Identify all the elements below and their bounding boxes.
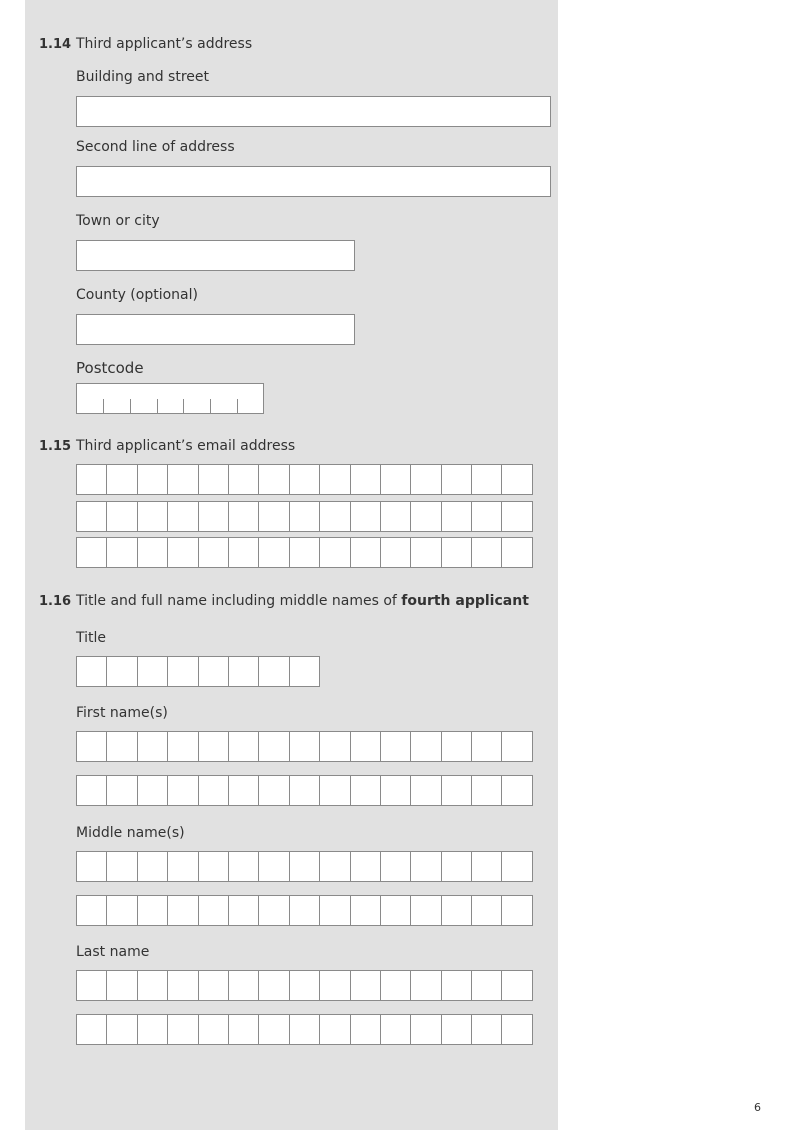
character-box[interactable] bbox=[472, 852, 502, 881]
character-box[interactable] bbox=[442, 971, 472, 1000]
character-box[interactable] bbox=[229, 776, 259, 805]
character-box[interactable] bbox=[442, 896, 472, 925]
postcode-divider bbox=[130, 399, 131, 413]
building-street-label: Building and street bbox=[76, 69, 209, 85]
character-box[interactable] bbox=[320, 538, 350, 567]
character-box[interactable] bbox=[351, 1015, 381, 1044]
character-box[interactable] bbox=[107, 538, 137, 567]
character-box[interactable] bbox=[411, 971, 441, 1000]
character-box[interactable] bbox=[259, 732, 289, 761]
character-box[interactable] bbox=[138, 732, 168, 761]
middle-names-grid-row-2[interactable] bbox=[76, 895, 533, 926]
character-box[interactable] bbox=[168, 852, 198, 881]
character-box[interactable] bbox=[411, 852, 441, 881]
character-box[interactable] bbox=[442, 852, 472, 881]
character-box[interactable] bbox=[351, 896, 381, 925]
character-box[interactable] bbox=[320, 896, 350, 925]
character-box[interactable] bbox=[77, 732, 107, 761]
character-box[interactable] bbox=[290, 465, 320, 494]
character-box[interactable] bbox=[502, 776, 532, 805]
character-box[interactable] bbox=[77, 852, 107, 881]
character-box[interactable] bbox=[411, 502, 441, 531]
character-box[interactable] bbox=[502, 538, 532, 567]
character-box[interactable] bbox=[77, 465, 107, 494]
character-box[interactable] bbox=[381, 732, 411, 761]
character-box[interactable] bbox=[381, 1015, 411, 1044]
character-box[interactable] bbox=[168, 776, 198, 805]
character-box[interactable] bbox=[77, 776, 107, 805]
character-box[interactable] bbox=[77, 971, 107, 1000]
character-box[interactable] bbox=[138, 896, 168, 925]
character-box[interactable] bbox=[199, 657, 229, 686]
first-names-grid-row-1[interactable] bbox=[76, 731, 533, 762]
character-box[interactable] bbox=[138, 502, 168, 531]
character-box[interactable] bbox=[259, 776, 289, 805]
character-box[interactable] bbox=[259, 852, 289, 881]
character-box[interactable] bbox=[259, 1015, 289, 1044]
character-box[interactable] bbox=[138, 465, 168, 494]
character-box[interactable] bbox=[472, 776, 502, 805]
character-box[interactable] bbox=[351, 852, 381, 881]
second-line-address-label: Second line of address bbox=[76, 139, 235, 155]
character-box[interactable] bbox=[351, 502, 381, 531]
character-box[interactable] bbox=[229, 896, 259, 925]
character-box[interactable] bbox=[381, 852, 411, 881]
character-box[interactable] bbox=[381, 896, 411, 925]
question-number-1-16: 1.16 bbox=[39, 594, 72, 609]
character-box[interactable] bbox=[259, 896, 289, 925]
character-box[interactable] bbox=[442, 776, 472, 805]
character-box[interactable] bbox=[442, 502, 472, 531]
postcode-divider bbox=[103, 399, 104, 413]
character-box[interactable] bbox=[168, 1015, 198, 1044]
character-box[interactable] bbox=[502, 732, 532, 761]
character-box[interactable] bbox=[168, 538, 198, 567]
character-box[interactable] bbox=[381, 502, 411, 531]
question-title-1-16-emphasis: fourth applicant bbox=[401, 593, 529, 609]
character-box[interactable] bbox=[138, 1015, 168, 1044]
character-box[interactable] bbox=[351, 971, 381, 1000]
character-box[interactable] bbox=[502, 502, 532, 531]
character-box[interactable] bbox=[411, 538, 441, 567]
character-box[interactable] bbox=[502, 1015, 532, 1044]
second-line-address-field[interactable] bbox=[76, 166, 551, 197]
character-box[interactable] bbox=[199, 971, 229, 1000]
character-box[interactable] bbox=[107, 732, 137, 761]
character-box[interactable] bbox=[229, 971, 259, 1000]
email-grid-row-3[interactable] bbox=[76, 537, 533, 568]
character-box[interactable] bbox=[199, 852, 229, 881]
character-box[interactable] bbox=[502, 896, 532, 925]
character-box[interactable] bbox=[290, 538, 320, 567]
character-box[interactable] bbox=[320, 852, 350, 881]
character-box[interactable] bbox=[77, 538, 107, 567]
character-box[interactable] bbox=[77, 657, 107, 686]
character-box[interactable] bbox=[472, 502, 502, 531]
character-box[interactable] bbox=[199, 502, 229, 531]
character-box[interactable] bbox=[381, 538, 411, 567]
postcode-divider bbox=[237, 399, 238, 413]
last-name-grid-row-2[interactable] bbox=[76, 1014, 533, 1045]
character-box[interactable] bbox=[290, 776, 320, 805]
character-box[interactable] bbox=[229, 732, 259, 761]
character-box[interactable] bbox=[351, 732, 381, 761]
postcode-field[interactable] bbox=[76, 383, 264, 414]
first-names-label: First name(s) bbox=[76, 705, 168, 721]
character-box[interactable] bbox=[168, 502, 198, 531]
character-box[interactable] bbox=[320, 776, 350, 805]
character-box[interactable] bbox=[259, 971, 289, 1000]
character-box[interactable] bbox=[229, 1015, 259, 1044]
county-label: County (optional) bbox=[76, 287, 198, 303]
character-box[interactable] bbox=[442, 465, 472, 494]
character-box[interactable] bbox=[168, 971, 198, 1000]
character-box[interactable] bbox=[320, 732, 350, 761]
building-street-field[interactable] bbox=[76, 96, 551, 127]
character-box[interactable] bbox=[107, 465, 137, 494]
postcode-divider bbox=[210, 399, 211, 413]
character-box[interactable] bbox=[107, 657, 137, 686]
question-number-1-14: 1.14 bbox=[39, 37, 72, 52]
character-box[interactable] bbox=[290, 1015, 320, 1044]
character-box[interactable] bbox=[138, 852, 168, 881]
character-box[interactable] bbox=[168, 657, 198, 686]
character-box[interactable] bbox=[77, 1015, 107, 1044]
character-box[interactable] bbox=[199, 1015, 229, 1044]
character-box[interactable] bbox=[351, 465, 381, 494]
character-box[interactable] bbox=[107, 776, 137, 805]
character-box[interactable] bbox=[320, 502, 350, 531]
character-box[interactable] bbox=[290, 896, 320, 925]
character-box[interactable] bbox=[381, 465, 411, 494]
character-box[interactable] bbox=[351, 538, 381, 567]
character-box[interactable] bbox=[502, 971, 532, 1000]
character-box[interactable] bbox=[290, 732, 320, 761]
character-box[interactable] bbox=[411, 776, 441, 805]
character-box[interactable] bbox=[107, 896, 137, 925]
character-box[interactable] bbox=[259, 502, 289, 531]
character-box[interactable] bbox=[199, 538, 229, 567]
character-box[interactable] bbox=[107, 1015, 137, 1044]
character-box[interactable] bbox=[472, 538, 502, 567]
character-box[interactable] bbox=[107, 502, 137, 531]
first-names-grid-row-2[interactable] bbox=[76, 775, 533, 806]
last-name-grid-row-1[interactable] bbox=[76, 970, 533, 1001]
county-field[interactable] bbox=[76, 314, 355, 345]
middle-names-label: Middle name(s) bbox=[76, 825, 185, 841]
character-box[interactable] bbox=[320, 1015, 350, 1044]
character-box[interactable] bbox=[229, 538, 259, 567]
town-city-field[interactable] bbox=[76, 240, 355, 271]
last-name-label: Last name bbox=[76, 944, 150, 960]
character-box[interactable] bbox=[259, 657, 289, 686]
character-box[interactable] bbox=[472, 732, 502, 761]
character-box[interactable] bbox=[411, 465, 441, 494]
character-box[interactable] bbox=[168, 896, 198, 925]
character-box[interactable] bbox=[290, 657, 320, 686]
character-box[interactable] bbox=[138, 657, 168, 686]
character-box[interactable] bbox=[107, 971, 137, 1000]
character-box[interactable] bbox=[442, 538, 472, 567]
character-box[interactable] bbox=[472, 896, 502, 925]
character-box[interactable] bbox=[502, 852, 532, 881]
middle-names-grid-row-1[interactable] bbox=[76, 851, 533, 882]
character-box[interactable] bbox=[138, 971, 168, 1000]
character-box[interactable] bbox=[381, 776, 411, 805]
character-box[interactable] bbox=[442, 1015, 472, 1044]
character-box[interactable] bbox=[442, 732, 472, 761]
title-label: Title bbox=[76, 630, 107, 646]
character-box[interactable] bbox=[351, 776, 381, 805]
character-box[interactable] bbox=[411, 896, 441, 925]
character-box[interactable] bbox=[138, 538, 168, 567]
character-box[interactable] bbox=[290, 502, 320, 531]
character-box[interactable] bbox=[259, 465, 289, 494]
character-box[interactable] bbox=[411, 732, 441, 761]
character-box[interactable] bbox=[199, 732, 229, 761]
email-grid-row-1[interactable] bbox=[76, 464, 533, 495]
character-box[interactable] bbox=[77, 502, 107, 531]
question-number-1-15: 1.15 bbox=[39, 439, 72, 454]
character-box[interactable] bbox=[381, 971, 411, 1000]
character-box[interactable] bbox=[229, 657, 259, 686]
character-box[interactable] bbox=[168, 732, 198, 761]
character-box[interactable] bbox=[199, 896, 229, 925]
character-box[interactable] bbox=[229, 465, 259, 494]
character-box[interactable] bbox=[199, 465, 229, 494]
character-box[interactable] bbox=[229, 502, 259, 531]
character-box[interactable] bbox=[168, 465, 198, 494]
postcode-label: Postcode bbox=[76, 359, 144, 377]
email-grid-row-2[interactable] bbox=[76, 501, 533, 532]
character-box[interactable] bbox=[199, 776, 229, 805]
character-box[interactable] bbox=[411, 1015, 441, 1044]
character-box[interactable] bbox=[502, 465, 532, 494]
character-box[interactable] bbox=[320, 465, 350, 494]
question-title-1-16 bbox=[76, 593, 529, 609]
character-box[interactable] bbox=[107, 852, 137, 881]
character-box[interactable] bbox=[472, 1015, 502, 1044]
town-city-label: Town or city bbox=[76, 213, 160, 229]
character-box[interactable] bbox=[259, 538, 289, 567]
character-box[interactable] bbox=[138, 776, 168, 805]
character-box[interactable] bbox=[472, 971, 502, 1000]
character-box[interactable] bbox=[229, 852, 259, 881]
question-title-1-16-prefix: Title and full name including middle names of bbox=[76, 593, 402, 609]
character-box[interactable] bbox=[290, 852, 320, 881]
character-box[interactable] bbox=[472, 465, 502, 494]
question-title-1-15: Third applicant’s email address bbox=[76, 438, 296, 454]
question-title-1-14: Third applicant’s address bbox=[76, 36, 253, 52]
postcode-divider bbox=[157, 399, 158, 413]
character-box[interactable] bbox=[77, 896, 107, 925]
character-box[interactable] bbox=[320, 971, 350, 1000]
character-box[interactable] bbox=[290, 971, 320, 1000]
postcode-divider bbox=[183, 399, 184, 413]
page-number: 6 bbox=[754, 1101, 761, 1114]
title-grid[interactable] bbox=[76, 656, 320, 687]
